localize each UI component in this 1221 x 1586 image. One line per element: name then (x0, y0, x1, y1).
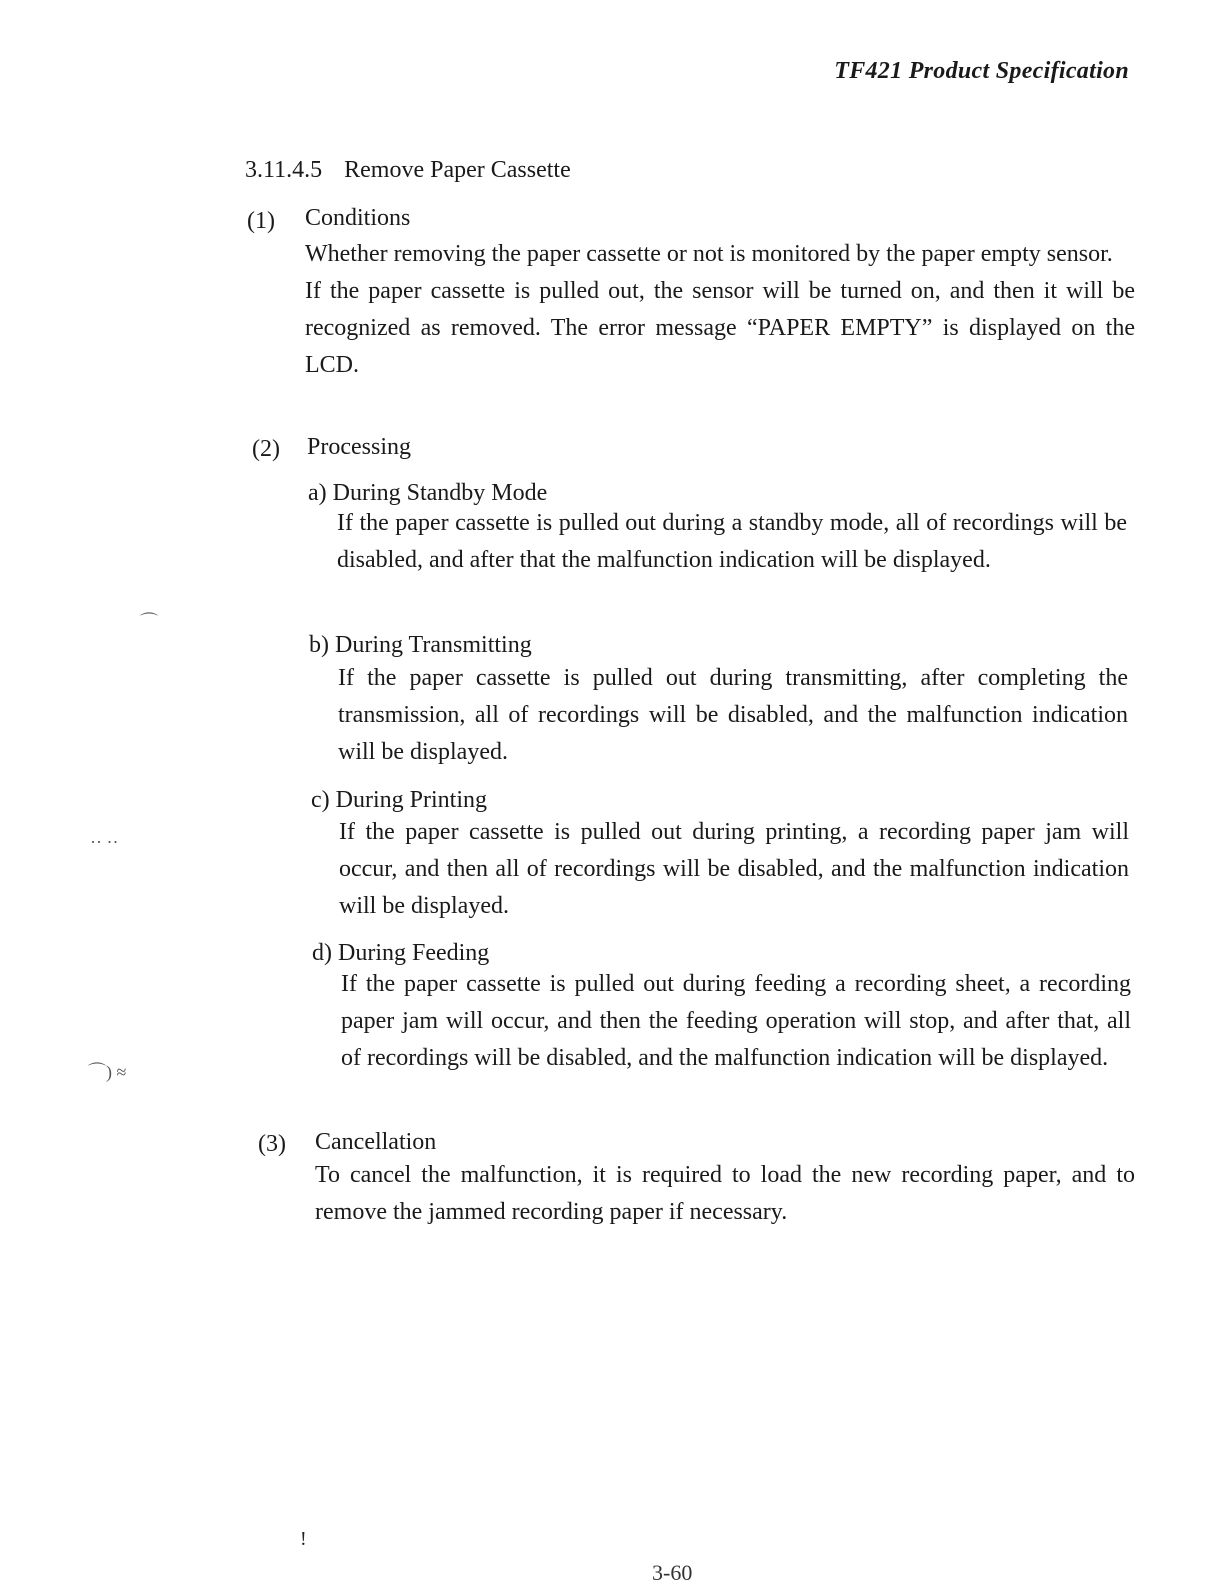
processing-item-d-title: d) During Feeding (312, 940, 490, 966)
cancellation-title: Cancellation (315, 1129, 437, 1155)
processing-item-a-title: a) During Standby Mode (308, 480, 548, 506)
conditions-block (305, 205, 1135, 384)
processing-title: Processing (307, 434, 411, 460)
section-heading (245, 157, 571, 184)
scan-speck: ! (300, 1528, 307, 1550)
conditions-marker: (1) (247, 208, 275, 234)
scan-speck: ⌒) ≈ (88, 1062, 127, 1082)
processing-item-b-body: If the paper cassette is pulled out during transmitting, after completing the transmission, all of recordings will be disabled, and the malfunction indication will be displayed. (338, 665, 1128, 765)
conditions-title: Conditions (305, 205, 411, 231)
scan-speck: ⌒ (140, 612, 158, 632)
conditions-paragraph-1: Whether removing the paper cassette or not is monitored by the paper empty sensor. (305, 241, 1113, 267)
cancellation-marker: (3) (258, 1131, 286, 1157)
processing-item-c-body: If the paper cassette is pulled out during printing, a recording paper jam will occur, and then all of recordings will be disabled, and the malfunction indication will be displayed. (339, 819, 1129, 919)
processing-item-c-title: c) During Printing (311, 787, 487, 813)
processing-item-a-body: If the paper cassette is pulled out during a standby mode, all of recordings will be disabled, and after that the malfunction indication will be displayed. (337, 510, 1127, 573)
processing-item-b-title: b) During Transmitting (309, 632, 532, 658)
page-number: 3-60 (652, 1560, 693, 1585)
processing-item-d-body: If the paper cassette is pulled out during feeding a recording sheet, a recording paper jam will occur, and then the feeding operation will stop, and after that, all of recordings will be disabled, and the malfunction indication will be displayed. (341, 971, 1131, 1071)
processing-marker: (2) (252, 436, 280, 462)
scan-speck: ·· ·· (90, 832, 119, 852)
cancellation-body: To cancel the malfunction, it is required to load the new recording paper, and to remove the jammed recording paper if necessary. (315, 1162, 1135, 1225)
section-number: 3.11.4.5 (245, 157, 323, 183)
conditions-paragraph-2: If the paper cassette is pulled out, the sensor will be turned on, and then it will be recognized as removed. The error message “PAPER EMPTY” is displayed on the LCD. (305, 278, 1135, 378)
document-header-title: TF421 Product Specification (834, 58, 1129, 84)
section-title: Remove Paper Cassette (344, 157, 571, 183)
